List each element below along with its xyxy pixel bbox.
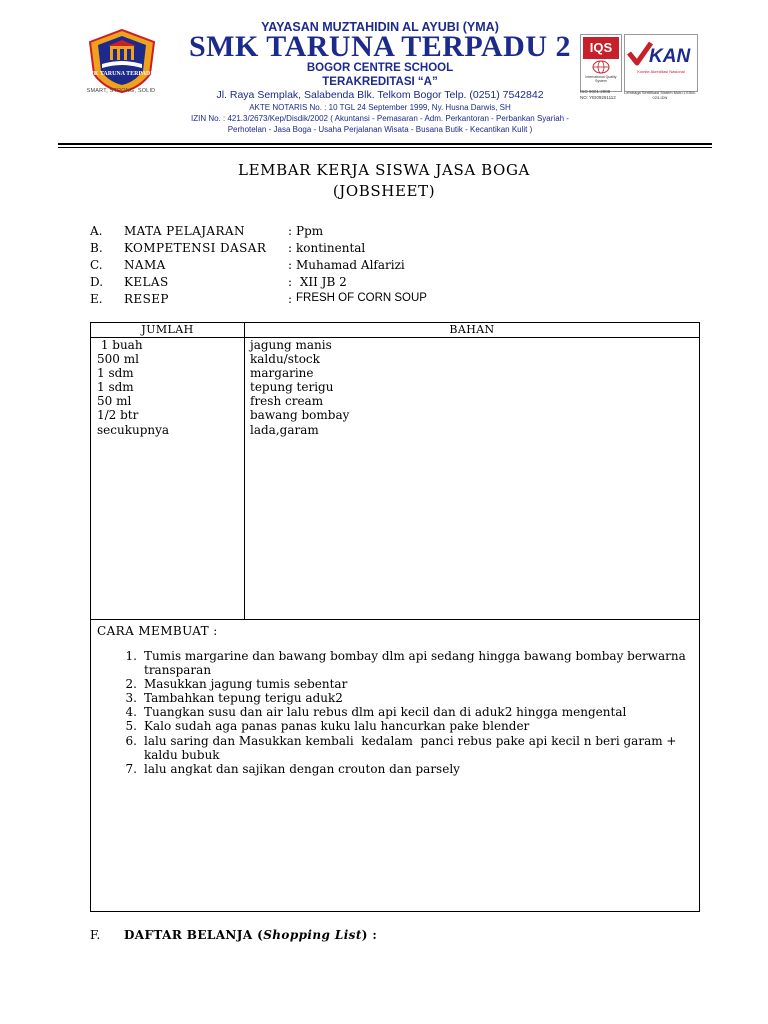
student-info-list	[90, 224, 710, 309]
shopping-list-prefix: DAFTAR BELANJA (	[124, 928, 264, 942]
document-subtitle: (JOBSHEET)	[332, 182, 436, 200]
info-letter: E.	[90, 292, 103, 306]
method-heading: CARA MEMBUAT :	[97, 624, 218, 638]
info-row-subject	[90, 224, 710, 241]
ingredient-cell: fresh cream	[250, 394, 324, 409]
iqs-caption: International Quality System	[585, 75, 617, 83]
info-colon: :	[288, 241, 293, 255]
info-row-class	[90, 275, 710, 292]
step-number: 7.	[125, 761, 137, 776]
method-step	[113, 719, 693, 733]
ingredient-cell: bawang bombay	[250, 408, 350, 423]
method-step	[113, 734, 693, 762]
step-number: 1.	[125, 649, 137, 663]
quantity-column	[97, 338, 169, 437]
accreditation: TERAKREDITASI “A”	[322, 76, 438, 88]
info-label-recipe: RESEP	[124, 292, 169, 306]
school-logo-emblem	[84, 28, 160, 94]
header-divider-thick	[58, 143, 712, 145]
iso-certificate-number: NO: YEI09261112	[580, 95, 616, 100]
kan-logo-text: KAN	[649, 46, 691, 67]
step-number: 5.	[125, 719, 137, 734]
info-row-recipe	[90, 292, 710, 309]
quantity-cell: 1/2 btr	[97, 408, 139, 423]
step-text: Kalo sudah aga panas panas kuku lalu hancurkan pake blender	[144, 719, 530, 734]
school-motto: SMART, STRONG, SOLID	[86, 88, 156, 94]
method-step	[113, 649, 693, 677]
header-divider-thin	[58, 147, 712, 148]
section-f-letter: F.	[90, 928, 101, 942]
quantity-cell: 1 sdm	[97, 366, 134, 381]
step-number: 4.	[125, 705, 137, 720]
info-value-name: Muhamad Alfarizi	[296, 258, 405, 272]
info-letter: C.	[90, 258, 103, 272]
ingredient-cell: jagung manis	[250, 338, 332, 352]
step-text: Tambahkan tepung terigu aduk2	[144, 691, 343, 706]
step-number: 6.	[125, 733, 137, 748]
ingredient-cell: lada,garam	[250, 422, 319, 437]
school-address: Jl. Raya Semplak, Salabenda Blk. Telkom Bogor Telp. (0251) 7542842	[216, 89, 544, 101]
info-colon: :	[288, 292, 293, 306]
info-letter: B.	[90, 241, 103, 255]
kan-caption: Komite Akreditasi Nasional	[637, 69, 685, 74]
method-step	[113, 677, 693, 691]
quantity-cell: 500 ml	[97, 352, 139, 367]
info-value-competency: kontinental	[296, 241, 366, 255]
header-row-rule	[91, 337, 699, 338]
method-step	[113, 705, 693, 719]
method-steps-list	[113, 649, 693, 776]
shopping-list-suffix: ) :	[361, 928, 378, 942]
permit-line-2: Perhotelan - Jasa Boga - Usaha Perjalanan Wisata - Busana Butik - Kecantikan Kulit )	[227, 125, 533, 134]
step-text: Masukkan jagung tumis sebentar	[144, 677, 348, 692]
kan-accreditation-logo	[624, 34, 698, 92]
step-number: 3.	[125, 691, 137, 706]
info-label-name: NAMA	[124, 258, 166, 272]
info-value-recipe: FRESH OF CORN SOUP	[296, 292, 427, 304]
school-subtitle: BOGOR CENTRE SCHOOL	[306, 62, 454, 74]
info-row-competency	[90, 241, 710, 258]
step-number: 2.	[125, 677, 137, 692]
quantity-cell: 1 buah	[97, 338, 143, 352]
shopping-list-heading	[124, 928, 377, 942]
permit-line-1: IZIN No. : 421.3/2673/Kep/Disdik/2002 ( Akuntansi - Pemasaran - Adm. Perkantoran - Perbankan Syariah -	[191, 114, 569, 123]
column-header-quantity: JUMLAH	[141, 323, 194, 336]
info-letter: D.	[90, 275, 104, 289]
kan-check-icon	[627, 41, 695, 67]
iqs-badge: IQS	[583, 37, 619, 59]
info-colon: :	[288, 275, 293, 289]
column-header-ingredients: BAHAN	[449, 323, 495, 336]
quantity-cell: 1 sdm	[97, 380, 134, 395]
method-step	[113, 691, 693, 705]
info-colon: :	[288, 258, 293, 272]
ingredient-cell: margarine	[250, 366, 314, 381]
info-letter: A.	[90, 224, 103, 238]
notary-deed: AKTE NOTARIS No. : 10 TGL 24 September 1999, Ny. Husna Darwis, SH	[249, 103, 511, 112]
step-text: Tumis margarine dan bawang bombay dlm api sedang hingga bawang bombay berwarna transparan	[144, 649, 686, 678]
shopping-list-italic: Shopping List	[263, 928, 362, 942]
info-colon: :	[288, 224, 293, 238]
quantity-cell: secukupnya	[97, 422, 170, 437]
document-title: LEMBAR KERJA SISWA JASA BOGA	[238, 161, 530, 179]
kan-lab-caption: Lembaga Sertifikasi Sistem Mutu LSSM-023-IDN	[624, 90, 696, 100]
info-value-subject: Ppm	[296, 224, 324, 238]
ingredient-cell: kaldu/stock	[250, 352, 320, 367]
info-label-class: KELAS	[124, 275, 169, 289]
column-divider	[244, 323, 245, 619]
logo-text: SMK TARUNA TERPADU 2	[84, 71, 160, 77]
quantity-cell: 50 ml	[97, 394, 132, 409]
ingredient-column	[250, 338, 349, 437]
letterhead	[0, 0, 768, 150]
recipe-table	[90, 322, 700, 912]
info-value-class: XII JB 2	[296, 275, 347, 289]
iso-certificate: ISO 9001:2008	[580, 89, 611, 94]
school-name: SMK TARUNA TERPADU 2	[189, 30, 571, 63]
iqs-certification-logo	[580, 34, 622, 92]
step-text: lalu angkat dan sajikan dengan crouton dan parsely	[144, 761, 460, 776]
info-label-subject: MATA PELAJARAN	[124, 224, 245, 238]
step-text: lalu saring dan Masukkan kembali kedalam panci rebus pake api kecil n beri garam + kaldu bubuk	[144, 733, 681, 762]
ingredient-cell: tepung terigu	[250, 380, 334, 395]
info-label-competency: KOMPETENSI DASAR	[124, 241, 267, 255]
foundation-name: YAYASAN MUZTAHIDIN AL AYUBI (YMA)	[261, 20, 499, 34]
method-section-rule	[91, 619, 699, 620]
info-row-name	[90, 258, 710, 275]
method-step	[113, 762, 693, 776]
step-text: Tuangkan susu dan air lalu rebus dlm api kecil dan di aduk2 hingga mengental	[144, 705, 627, 720]
globe-icon	[591, 60, 611, 74]
